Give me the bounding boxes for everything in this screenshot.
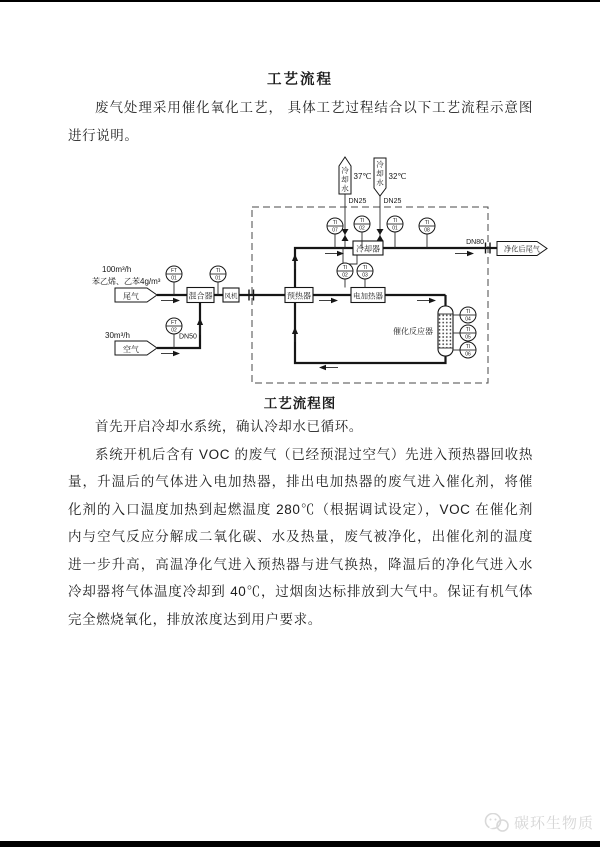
svg-text:01: 01 xyxy=(392,225,398,232)
instrument-ti04-reactor xyxy=(460,307,476,323)
svg-text:混合器: 混合器 xyxy=(188,291,213,301)
svg-text:却: 却 xyxy=(376,169,384,178)
svg-text:冷: 冷 xyxy=(341,166,349,175)
paragraph-text: 系统开机后含有 VOC 的废气（已经预混过空气）先进入预热器回收热量，升温后的气体进入电加热器，排出电加热器的废气进入催化剂，将催化剂的入口温度加热到起燃温度 280℃（根据调试设定），VOC 在催化剂内与空气反应分解成二氧化碳、水及热量，废气被净化，出催化剂的温度进一步升高，高温净化气进入预热器与进气换热，降温后的净化气进入水冷却器将气体温度冷却到 40℃，过烟囱达标排放到大气中。保证有机气体完全燃烧氧化，排放浓度达到用户要求。 xyxy=(68,446,533,627)
flow-arrows xyxy=(161,251,474,370)
water-out-pipe-size: DN25 xyxy=(348,198,367,205)
paragraph-text: 首先开启冷却水系统，确认冷却水已循环。 xyxy=(95,419,363,434)
inlet-composition: 苯乙烯、乙苯4g/m³ xyxy=(92,277,161,286)
cooling-water-out-banner xyxy=(339,157,371,194)
reactor-label: 催化反应器 xyxy=(393,327,433,336)
svg-text:01: 01 xyxy=(215,275,221,282)
svg-text:冷却器: 冷却器 xyxy=(356,244,380,254)
instrument-ti01-fan xyxy=(210,266,226,282)
svg-text:02: 02 xyxy=(359,225,365,232)
clean-gas-banner xyxy=(497,242,547,256)
instrument-ti06-reactor xyxy=(460,342,476,358)
svg-text:04: 04 xyxy=(465,316,471,323)
svg-text:水: 水 xyxy=(341,184,349,193)
svg-text:08: 08 xyxy=(424,227,430,234)
watermark xyxy=(484,812,594,833)
catalytic-reactor-vessel xyxy=(393,306,453,356)
instrument-ft02 xyxy=(166,318,182,334)
wechat-icon xyxy=(484,813,510,833)
bottom-border xyxy=(0,841,600,847)
watermark-text: 碳环生物质 xyxy=(513,815,594,832)
svg-text:FT: FT xyxy=(170,268,178,274)
body-paragraphs xyxy=(68,413,533,633)
instrument-ti08-cooler-outlet xyxy=(419,218,435,234)
paragraph-text: 废气处理采用催化氧化工艺， 具体工艺过程结合以下工艺流程示意图进行说明。 xyxy=(68,100,533,143)
svg-text:TI: TI xyxy=(465,309,471,315)
intro-paragraph xyxy=(68,94,533,149)
svg-text:07: 07 xyxy=(332,227,338,234)
svg-text:03: 03 xyxy=(362,272,368,279)
svg-text:01: 01 xyxy=(171,275,177,282)
svg-text:TI: TI xyxy=(392,218,398,224)
svg-text:TI: TI xyxy=(465,344,471,350)
instrument-ti02-heater xyxy=(337,263,353,279)
svg-text:TI: TI xyxy=(424,220,430,226)
instrument-ti02-water xyxy=(354,216,370,232)
svg-text:02: 02 xyxy=(342,272,348,279)
svg-text:06: 06 xyxy=(465,351,471,358)
svg-text:空气: 空气 xyxy=(123,345,139,354)
water-in-pipe-size: DN25 xyxy=(383,198,402,205)
inlet-flowrate: 100m³/h xyxy=(102,265,132,274)
process-flow-diagram xyxy=(85,148,550,398)
water-out-temp: 37℃ xyxy=(353,172,372,181)
svg-text:TI: TI xyxy=(332,220,338,226)
mixer-box xyxy=(187,288,214,303)
air-pipe-size: DN50 xyxy=(179,333,197,341)
svg-text:05: 05 xyxy=(465,334,471,341)
air-flowrate: 30m³/h xyxy=(105,331,130,340)
svg-text:却: 却 xyxy=(341,175,349,184)
svg-text:净化后尾气: 净化后尾气 xyxy=(504,244,540,254)
instrument-ti05-reactor xyxy=(460,325,476,341)
top-border xyxy=(0,0,600,2)
svg-text:TI: TI xyxy=(215,268,221,274)
svg-text:尾气: 尾气 xyxy=(123,292,139,301)
svg-text:水: 水 xyxy=(376,178,384,187)
tail-gas-banner xyxy=(115,288,157,302)
instrument-ft01 xyxy=(166,266,182,282)
svg-text:TI: TI xyxy=(465,327,471,333)
svg-text:风机: 风机 xyxy=(224,292,238,300)
cooler-box xyxy=(353,241,383,255)
page-title: 工艺流程 xyxy=(267,72,333,88)
preheater-box xyxy=(285,288,313,303)
water-in-temp: 32℃ xyxy=(388,172,407,181)
fan-box xyxy=(223,288,239,302)
svg-text:预热器: 预热器 xyxy=(287,291,311,301)
svg-text:FT: FT xyxy=(170,320,178,326)
svg-text:电加热器: 电加热器 xyxy=(353,291,383,301)
outlet-pipe-size: DN80 xyxy=(466,239,484,246)
svg-text:TI: TI xyxy=(359,218,365,224)
svg-text:02: 02 xyxy=(171,327,177,334)
svg-text:TI: TI xyxy=(342,265,348,271)
svg-text:冷: 冷 xyxy=(376,160,384,169)
instrument-ti01-water xyxy=(387,216,403,232)
instrument-ti07-cooler-inlet xyxy=(327,218,343,234)
diagram-caption: 工艺流程图 xyxy=(263,396,337,411)
air-banner xyxy=(115,341,157,355)
cooling-water-in-banner xyxy=(374,158,406,196)
instrument-ti03-heater xyxy=(357,263,373,279)
electric-heater-box xyxy=(351,288,385,303)
svg-text:TI: TI xyxy=(362,265,368,271)
